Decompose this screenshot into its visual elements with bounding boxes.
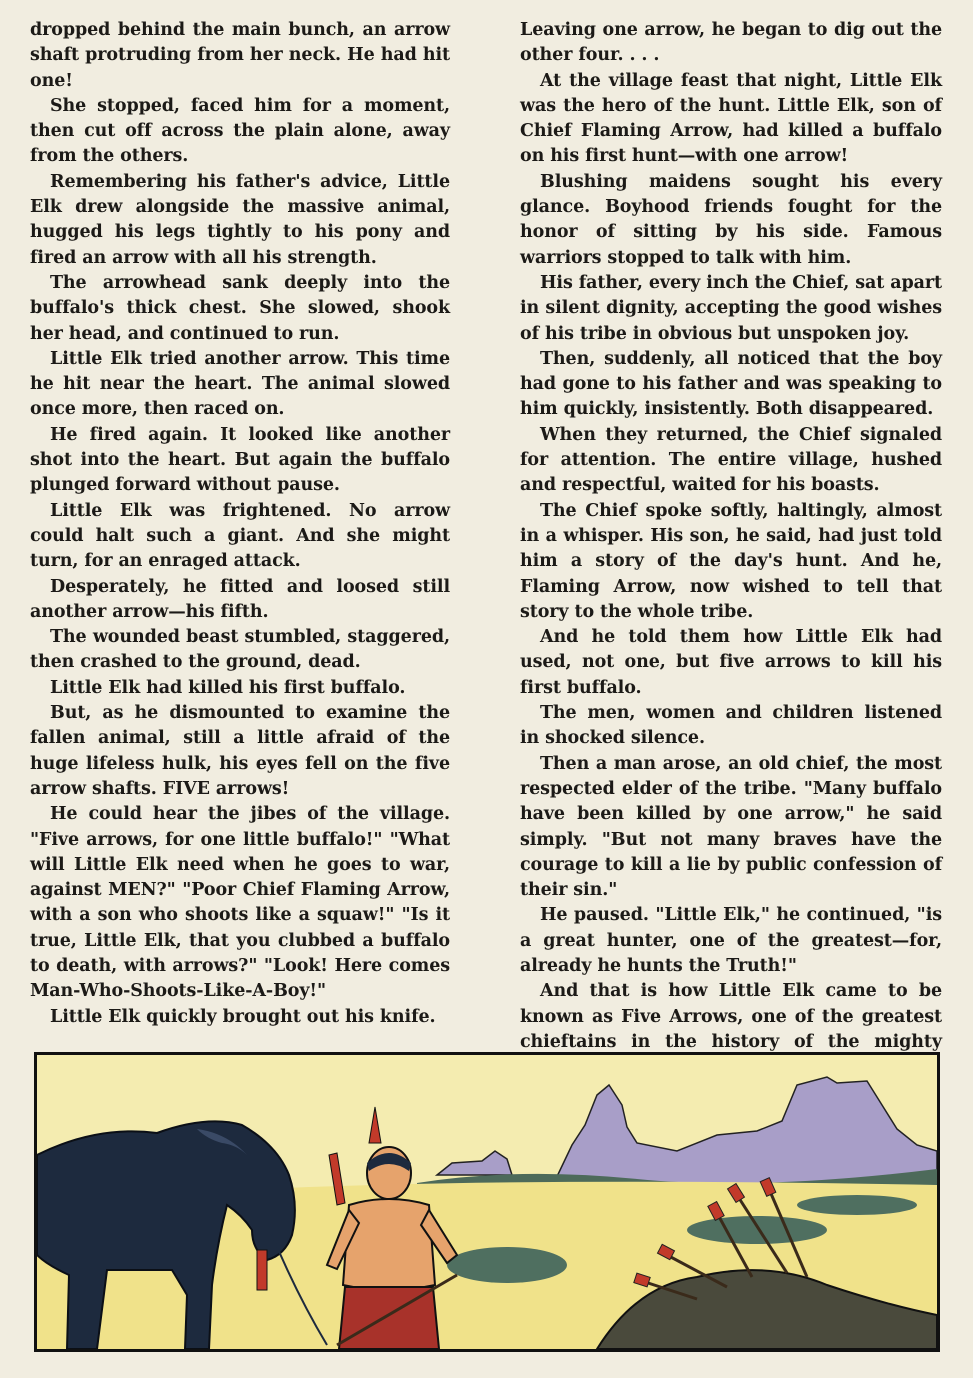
bush — [447, 1247, 567, 1283]
paragraph: Remembering his father's advice, Little Elk drew alongside the massive animal, hugged his legs tightly to his pony and fired an arrow with all his strength. — [30, 171, 450, 268]
paragraph: He could hear the jibes of the village. "Five arrows, for one little buffalo!" "What will Little Elk need when he goes to war, against MEN?" "Poor Chief Flaming Arrow, with a son who shoots like a squaw!" "Is it true, Little Elk, that you clubbed a buffalo to death, with arrows?" "Look! Here comes Man-Who-Shoots-Like-A-Boy!" — [30, 804, 450, 1002]
paragraph: Blushing maidens sought his every glance. Boyhood friends fought for the honor of sitting by his side. Famous warriors stopped to talk with him. — [520, 171, 942, 268]
paragraph: And that is how Little Elk came to be known as Five Arrows, one of the greatest chieftains in the history of the mighty — [520, 981, 942, 1052]
paragraph: And he told them how Little Elk had used, not one, but five arrows to kill his first buffalo. — [520, 627, 942, 698]
paragraph: He paused. "Little Elk," he continued, "is a great hunter, one of the greatest—for, already he hunts the Truth!" — [520, 905, 942, 976]
paragraph: Little Elk had killed his first buffalo. — [50, 677, 406, 698]
bush — [687, 1216, 827, 1244]
bush — [797, 1195, 917, 1215]
paragraph: When they returned, the Chief signaled for attention. The entire village, hushed and respectful, waited for his boasts. — [520, 424, 942, 496]
paragraph: Leaving one arrow, he began to dig out the other four. . . . — [520, 20, 942, 66]
paragraph: But, as he dismounted to examine the fallen animal, still a little afraid of the huge lifeless hulk, his eyes fell on the five arrow shafts. FIVE arrows! — [30, 703, 450, 799]
paragraph: Desperately, he fitted and loosed still another arrow—his fifth. — [30, 576, 450, 622]
paragraph: At the village feast that night, Little Elk was the hero of the hunt. Little Elk, son of Chief Flaming Arrow, had killed a buffalo on his first hunt—with one arrow! — [520, 70, 942, 167]
loincloth — [339, 1287, 439, 1349]
paragraph: Then, suddenly, all noticed that the boy had gone to his father and was speaking to him quickly, insistently. Both disappeared. — [520, 348, 942, 420]
torso — [343, 1199, 435, 1290]
right-text-column — [520, 18, 942, 1080]
paragraph: The Chief spoke softly, haltingly, almost in a whisper. His son, he said, had just told him a story of the day's hunt. And he, Flaming Arrow, now wished to tell that story to the whole tribe. — [520, 500, 942, 622]
paragraph: His father, every inch the Chief, sat apart in silent dignity, accepting the good wishes of his tribe in obvious but unspoken joy. — [520, 272, 942, 344]
paragraph: Little Elk quickly brought out his knife. — [50, 1006, 436, 1027]
paragraph: He fired again. It looked like another shot into the heart. But again the buffalo plunged forward without pause. — [30, 424, 450, 496]
paragraph: The wounded beast stumbled, staggered, then crashed to the ground, dead. — [30, 627, 450, 673]
rein-tassel — [257, 1250, 267, 1290]
left-text-column — [30, 18, 450, 1030]
paragraph: Little Elk tried another arrow. This time he hit near the heart. The animal slowed once more, then raced on. — [30, 348, 450, 420]
illustration-scene — [37, 1055, 937, 1349]
paragraph: Then a man arose, an old chief, the most respected elder of the tribe. "Many buffalo have been killed by one arrow," he said simply. "But not many braves have the courage to kill a lie by public confession of their sin." — [520, 753, 942, 901]
paragraph: Little Elk was frightened. No arrow could halt such a giant. And she might turn, for an enraged attack. — [30, 500, 450, 572]
paragraph: dropped behind the main bunch, an arrow shaft protruding from her neck. He had hit one! — [30, 20, 450, 91]
paragraph: She stopped, faced him for a moment, then cut off across the plain alone, away from the others. — [30, 95, 450, 167]
comic-illustration-panel — [34, 1052, 940, 1352]
paragraph: The men, women and children listened in shocked silence. — [520, 703, 942, 749]
paragraph: The arrowhead sank deeply into the buffalo's thick chest. She slowed, shook her head, and continued to run. — [30, 272, 450, 344]
